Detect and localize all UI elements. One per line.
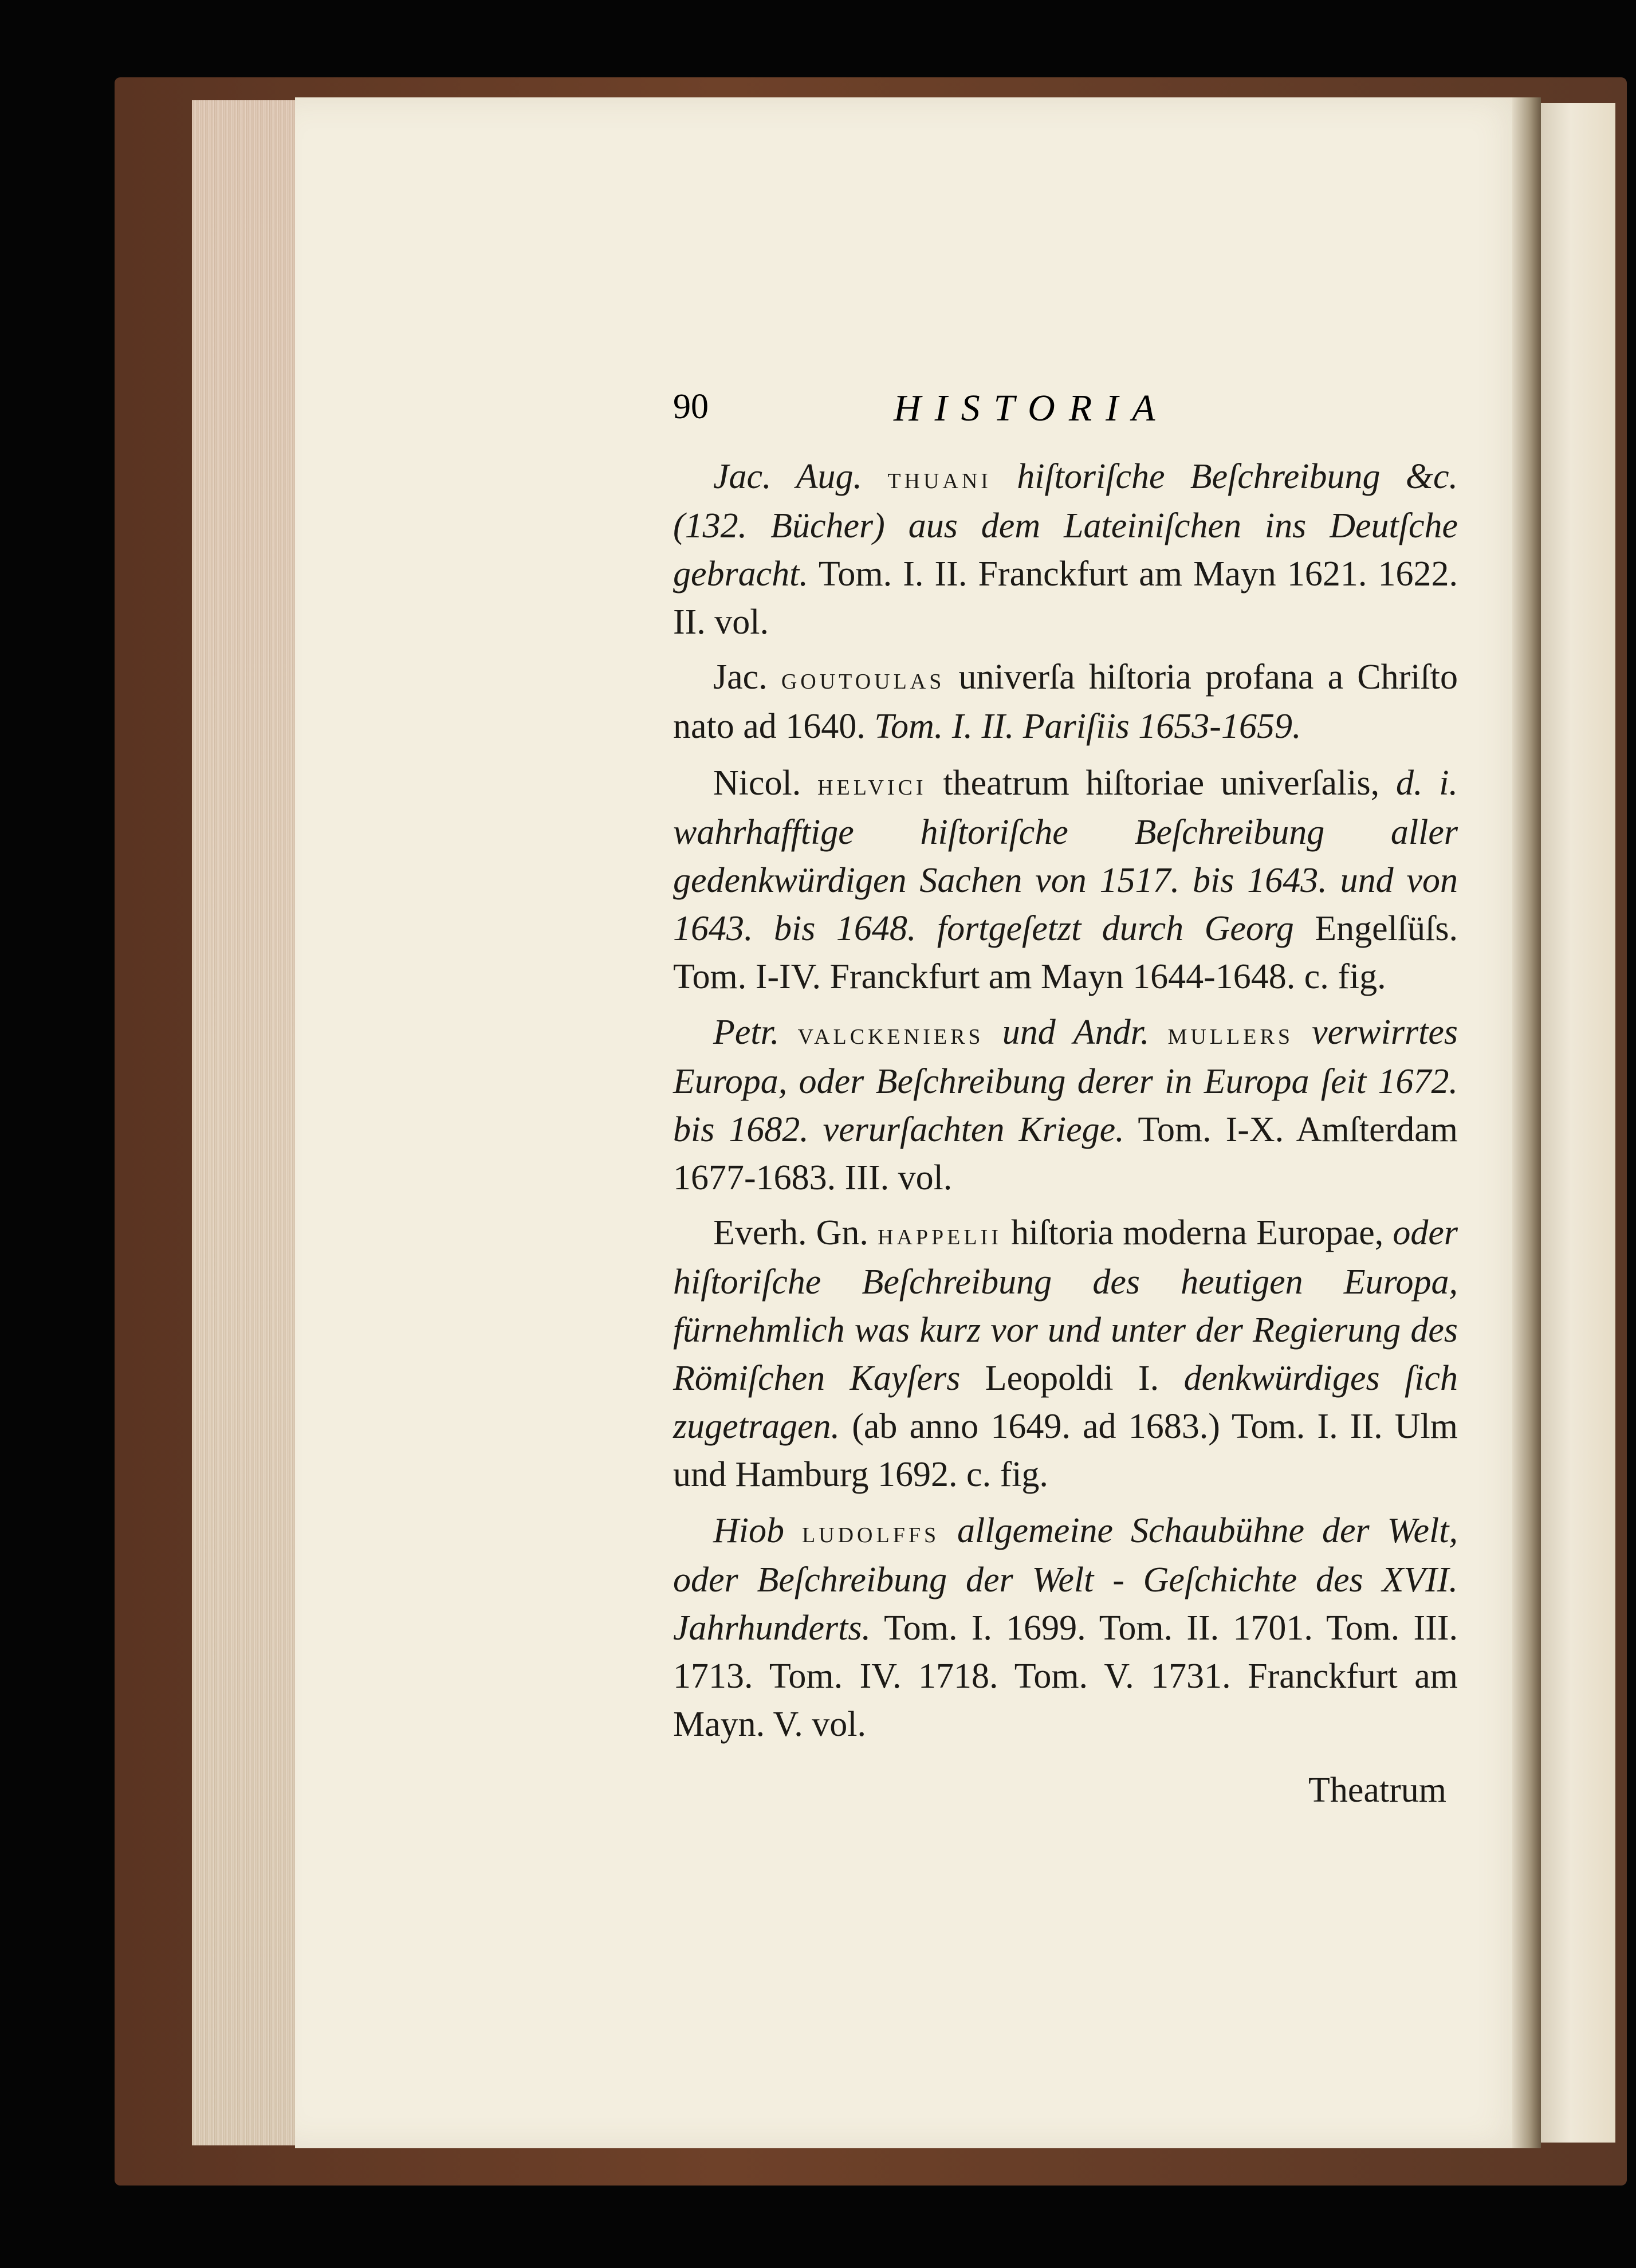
roman-text: Engelſüſs. Tom. I-IV. Franckfurt am Mayn 1644-1648. c. fig. (673, 909, 1458, 996)
roman-text: theatrum hiſtoriae univerſalis, (926, 764, 1396, 803)
author-name: mullers (1167, 1016, 1293, 1051)
roman-text: Leopoldi I. (960, 1359, 1184, 1398)
italic-text: oder hiſtoriſche Beſchreibung des heutigen Europa, fürnehmlich was kurz vor und unter der Regierung des Römiſchen Kayſers (673, 1213, 1458, 1398)
roman-text: univerſa hiſtoria profana a Chriſto nato ad 1640. (673, 658, 1458, 746)
bibliography-entry (673, 653, 1458, 750)
running-head: HISTORIA (894, 387, 1169, 429)
roman-text: hiſtoria moderna Europae, (1001, 1213, 1393, 1252)
bibliography-entry (673, 1507, 1458, 1748)
author-name: helvici (817, 767, 927, 801)
italic-text: Tom. I. II. Pariſiis 1653-1659. (874, 707, 1301, 746)
italic-text: Jac. Aug. (713, 457, 888, 496)
roman-text: Nicol. (713, 764, 818, 803)
italic-text: d. i. wahrhafftige hiſtoriſche Beſchreibung aller gedenkwürdigen Sachen von 1517. bis 1643. und von 1643. bis 1648. fortgeſetzt durch Georg (673, 764, 1458, 948)
facing-page-edge (1541, 103, 1615, 2143)
author-name: ludolffs (801, 1515, 940, 1549)
italic-text: denkwürdiges ſich zugetragen. (673, 1359, 1458, 1446)
bibliography-entry (673, 453, 1458, 646)
page-header (673, 387, 1458, 438)
italic-text: verwirrtes Europa, oder Beſchreibung derer in Europa ſeit 1672. bis 1682. verurſachten Kriege. (673, 1013, 1458, 1149)
author-name: happelii (878, 1217, 1002, 1251)
page-number: 90 (673, 387, 709, 426)
bibliography-entry (673, 759, 1458, 1001)
author-name: valckeniers (797, 1016, 984, 1051)
italic-text: allgemeine Schaubühne der Welt, oder Beſchreibung der Welt - Geſchichte des XVII. Jahrhunderts. (673, 1511, 1458, 1648)
book-gutter (1512, 97, 1541, 2148)
roman-text: Tom. I-X. Amſterdam 1677-1683. III. vol. (673, 1110, 1458, 1197)
italic-text: hiſtoriſche Beſchreibung &c. (132. Bücher) aus dem Lateiniſchen ins Deutſche gebracht. (673, 457, 1458, 593)
roman-text: (ab anno 1649. ad 1683.) Tom. I. II. Ulm und Hamburg 1692. c. fig. (673, 1407, 1458, 1494)
author-name: goutoulas (781, 661, 945, 695)
roman-text: Everh. Gn. (713, 1213, 878, 1252)
italic-text: Petr. (713, 1013, 798, 1052)
author-name: thuani (887, 461, 992, 495)
bibliography-entry (673, 1209, 1458, 1499)
roman-text: Jac. (713, 658, 781, 697)
page-edges (192, 100, 295, 2145)
italic-text: und Andr. (984, 1013, 1168, 1052)
catchword: Theatrum (1308, 1771, 1446, 1810)
italic-text: Hiob (713, 1511, 802, 1550)
bibliography-entry (673, 1008, 1458, 1202)
roman-text: Tom. I. II. Franckfurt am Mayn 1621. 1622. II. vol. (673, 555, 1458, 642)
roman-text: Tom. I. 1699. Tom. II. 1701. Tom. III. 1713. Tom. IV. 1718. Tom. V. 1731. Franckfurt am Mayn. V. vol. (673, 1609, 1458, 1744)
